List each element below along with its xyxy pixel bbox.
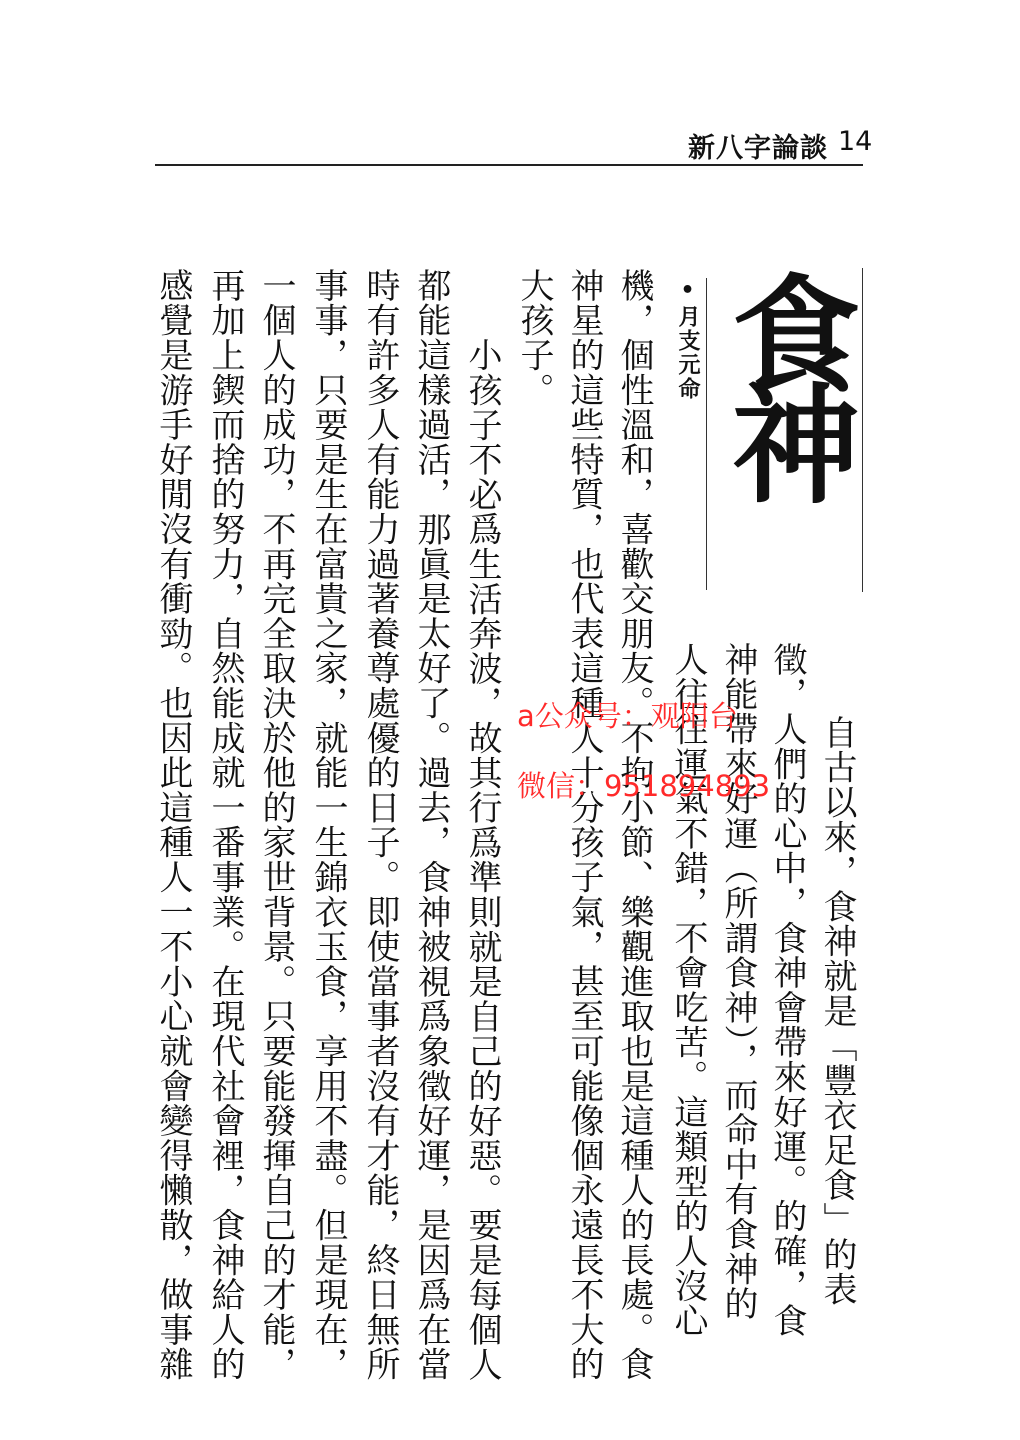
text-column: 事事，只要是生在富貴之家，就能一生錦衣玉食，享用不盡。但是現在， bbox=[308, 268, 348, 1382]
section-subtitle: •月支元命 bbox=[675, 278, 700, 401]
text-column: 一個人的成功，不再完全取決於他的家世背景。只要能發揮自己的才能， bbox=[256, 268, 296, 1382]
section-heading: 食神 bbox=[710, 268, 859, 488]
text-column: 再加上鍥而捨的努力，自然能成就一番事業。在現代社會裡，食神給人的 bbox=[205, 268, 245, 1382]
page-number: 14 bbox=[838, 126, 873, 157]
header-rule bbox=[155, 164, 863, 166]
text-column: 小孩子不必爲生活奔波，故其行爲準則就是自己的好惡。要是每個人 bbox=[462, 303, 502, 1382]
text-column: 徵，人們的心中，食神會帶來好運。的確，食 bbox=[767, 642, 807, 1338]
text-column: 都能這樣過活，那眞是太好了。過去，食神被視爲象徵好運，是因爲在當 bbox=[411, 268, 451, 1382]
text-column: 機，個性溫和，喜歡交朋友。不拘小節、樂觀進取也是這種人的長處。食 bbox=[614, 268, 654, 1382]
text-column: 人往往運氣不錯，不會吃苦。這類型的人沒心 bbox=[668, 642, 708, 1338]
text-column: 感覺是游手好閒沒有衝勁。也因此這種人一不小心就會變得懶散，做事雜 bbox=[153, 268, 193, 1382]
text-column: 時有許多人有能力過著養尊處優的日子。即使當事者沒有才能，終日無所 bbox=[360, 268, 400, 1382]
text-column: 大孩子。 bbox=[514, 268, 554, 408]
subtitle-divider bbox=[706, 278, 707, 590]
text-column: 神星的這些特質，也代表這種人十分孩子氣，甚至可能像個永遠長不大的 bbox=[564, 268, 604, 1382]
watermark-account: a公众号：观阳台 bbox=[517, 699, 738, 733]
text-column: 神能帶來好運（所謂食神），而命中有食神的 bbox=[718, 642, 758, 1321]
text-column: 自古以來，食神就是「豐衣足食」的表 bbox=[817, 715, 857, 1307]
watermark-wechat: 微信：951894893 bbox=[517, 769, 771, 803]
heading-divider bbox=[862, 268, 863, 592]
running-header-title: 新八字論談 bbox=[688, 133, 828, 164]
